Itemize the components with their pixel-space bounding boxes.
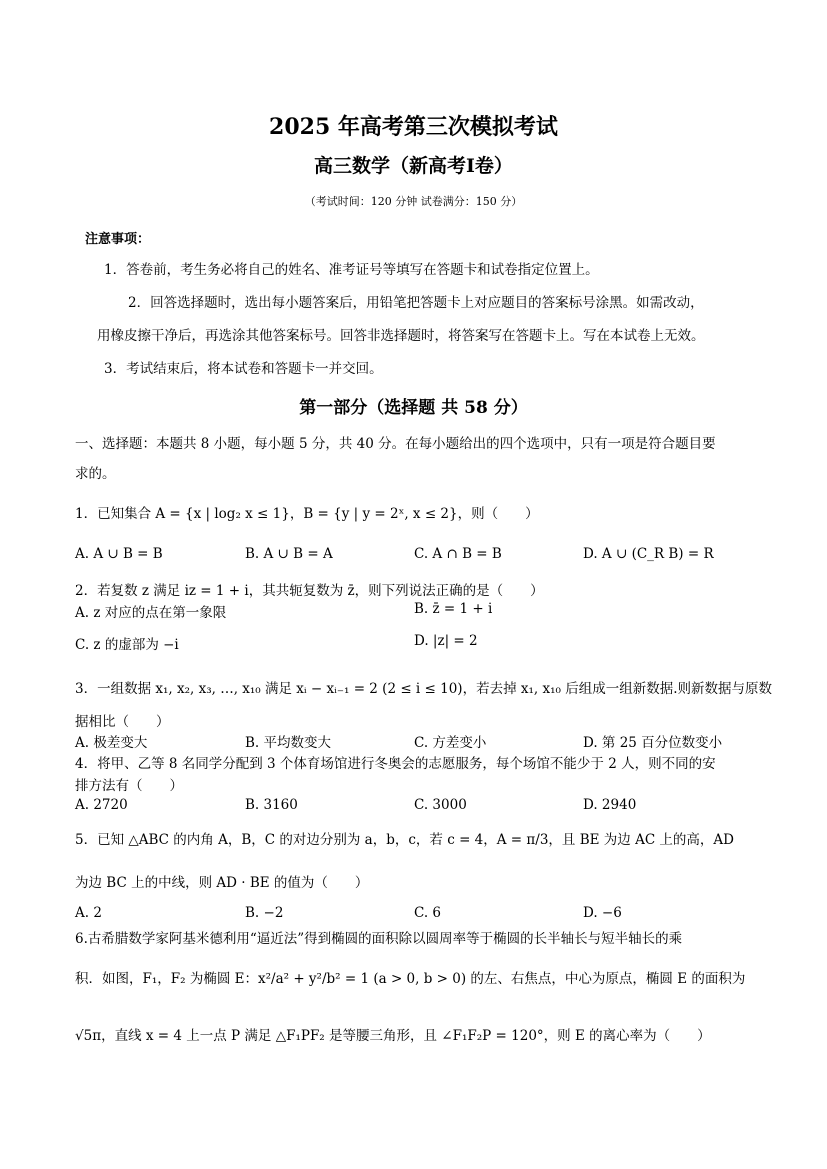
question-2-option-b: B. z̄ = 1 + i: [414, 601, 493, 617]
question-5-option-a: A. 2: [75, 905, 102, 921]
question-5-stem-line-2: 为边 BC 上的中线，则 AD · BE 的值为（ ）: [75, 875, 369, 891]
question-5-stem-line-1: 5．已知 △ABC 的内角 A，B，C 的对边分别为 a，b，c，若 c = 4，A = π/3，且 BE 为边 AC 上的高，AD: [75, 832, 735, 848]
question-4-option-b: B. 3160: [245, 797, 298, 813]
question-3-option-c: C. 方差变小: [414, 735, 487, 751]
exam-title: 2025 年高考第三次模拟考试: [269, 114, 558, 140]
question-2-option-c: C. z 的虚部为 −i: [75, 637, 179, 653]
question-1-option-c: C. A ∩ B = B: [414, 546, 502, 562]
exam-subtitle: 高三数学（新高考Ⅰ卷）: [314, 155, 513, 177]
notice-item-2-line-2: 用橡皮擦干净后，再选涂其他答案标号。回答非选择题时，将答案写在答题卡上。写在本试卷上无效。: [97, 328, 705, 344]
notice-item-2-line-1: 2．回答选择题时，选出每小题答案后，用铅笔把答题卡上对应题目的答案标号涂黑。如需改动，: [128, 295, 704, 311]
question-4-stem-line-1: 4．将甲、乙等 8 名同学分配到 3 个体育场馆进行冬奥会的志愿服务，每个场馆不能少于 2 人，则不同的安: [75, 756, 716, 772]
question-4-option-c: C. 3000: [414, 797, 467, 813]
question-5-option-d: D. −6: [583, 905, 622, 921]
question-4-stem-line-2: 排方法有（ ）: [75, 778, 183, 794]
exam-info: （考试时间：120 分钟 试卷满分：150 分）: [304, 195, 523, 208]
notice-item-1: 1．答卷前，考生务必将自己的姓名、准考证号等填写在答题卡和试卷指定位置上。: [104, 262, 599, 278]
section-title: 第一部分（选择题 共 58 分）: [299, 398, 528, 418]
question-2-stem: 2．若复数 z 满足 iz = 1 + i，其共轭复数为 z̄，则下列说法正确的是（ ）: [75, 583, 544, 599]
question-3-option-d: D. 第 25 百分位数变小: [583, 735, 723, 751]
question-1-option-a: A. A ∪ B = B: [75, 546, 163, 562]
question-1-stem: 1．已知集合 A = {x | log₂ x ≤ 1}，B = {y | y = 2ˣ, x ≤ 2}，则（ ）: [75, 506, 539, 522]
question-3-option-b: B. 平均数变大: [245, 735, 332, 751]
question-4-option-d: D. 2940: [583, 797, 637, 813]
question-6-stem-line-3: √5π，直线 x = 4 上一点 P 满足 △F₁PF₂ 是等腰三角形，且 ∠F₁F₂P = 120°，则 E 的离心率为（ ）: [75, 1028, 711, 1044]
question-5-option-c: C. 6: [414, 905, 442, 921]
question-2-option-d: D. |z| = 2: [414, 633, 478, 649]
question-5-option-b: B. −2: [245, 905, 284, 921]
question-6-stem-line-2: 积．如图，F₁，F₂ 为椭圆 E：x²/a² + y²/b² = 1 (a > 0, b > 0) 的左、右焦点，中心为原点，椭圆 E 的面积为: [75, 971, 746, 987]
section-intro-line-1: 一、选择题：本题共 8 小题，每小题 5 分，共 40 分。在每小题给出的四个选项中，只有一项是符合题目要: [75, 436, 716, 452]
notice-item-3: 3．考试结束后，将本试卷和答题卡一并交回。: [104, 361, 383, 377]
section-intro-line-2: 求的。: [75, 466, 116, 482]
question-2-option-a: A. z 对应的点在第一象限: [75, 605, 227, 621]
question-4-option-a: A. 2720: [75, 797, 128, 813]
question-3-stem-line-2: 据相比（ ）: [75, 714, 170, 730]
question-1-option-d: D. A ∪ (C_R B) = R: [583, 546, 714, 562]
notice-heading: 注意事项：: [85, 232, 151, 247]
question-6-stem-line-1: 6.古希腊数学家阿基米德利用“逼近法”得到椭圆的面积除以圆周率等于椭圆的长半轴长与短半轴长的乘: [75, 931, 683, 947]
question-3-option-a: A. 极差变大: [75, 735, 148, 751]
question-1-option-b: B. A ∪ B = A: [245, 546, 333, 562]
question-3-stem-line-1: 3．一组数据 x₁, x₂, x₃, …, x₁₀ 满足 xᵢ − xᵢ₋₁ = 2 (2 ≤ i ≤ 10)，若去掉 x₁, x₁₀ 后组成一组新数据.则新数据与原数: [75, 681, 772, 697]
